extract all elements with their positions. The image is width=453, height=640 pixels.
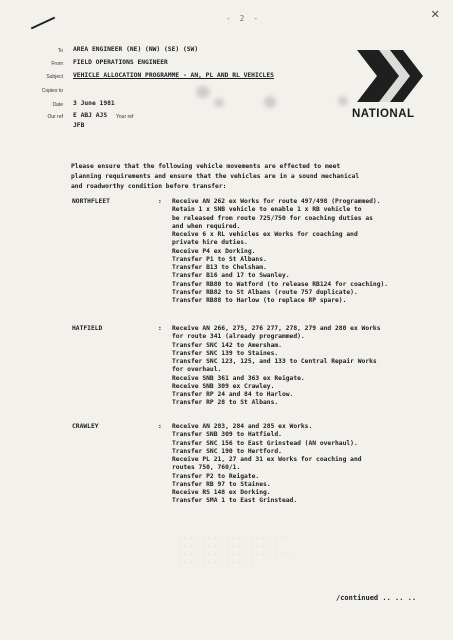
- colon: :: [158, 325, 162, 332]
- movement-line: Transfer SNC 142 to Amersham.: [172, 341, 282, 349]
- movement-line: Transfer SMA 1 to East Grinstead.: [172, 497, 298, 505]
- movement-line: routes 750, 760/1.: [172, 464, 241, 472]
- movement-line: for route 341 (already programmed).: [172, 333, 305, 341]
- movement-line: Transfer SNB 309 to Hatfield.: [172, 431, 282, 439]
- intro-line: planning requirements and ensure that the vehicles are in a sound mechanical: [71, 173, 360, 180]
- movement-line: Transfer SNC 190 to Hertford.: [172, 447, 282, 455]
- intro-line: Please ensure that the following vehicle movements are effected to meet: [71, 163, 341, 170]
- movement-line: Receive SNB 309 ex Crawley.: [172, 382, 275, 390]
- colon: :: [158, 198, 162, 205]
- section-crawley: [172, 423, 442, 506]
- movement-line: Receive PL 21, 27 and 31 ex Works for coaching and: [172, 456, 362, 463]
- movement-line: Receive 6 x RL vehicles ex Works for coaching and: [172, 231, 358, 238]
- pen-mark: [31, 17, 55, 30]
- our-ref-label: Our ref: [47, 114, 63, 120]
- section-northfleet: [172, 198, 442, 305]
- intro-paragraph: [71, 162, 426, 192]
- intro-line: and roadworthy condition before transfer:: [71, 183, 227, 190]
- movement-line: for overhaul.: [172, 366, 222, 374]
- chevron-arrows-logo-icon: [357, 46, 423, 106]
- ink-smudge: [196, 86, 210, 98]
- movement-line: Receive AN 283, 284 and 285 ex Works.: [172, 423, 313, 430]
- section-hatfield: [172, 325, 442, 408]
- show-through-text: · · · · · · · · · · · · ·: [178, 560, 254, 566]
- movement-line: Receive P4 ex Dorking.: [172, 247, 256, 255]
- continued-marker: /continued .. .. ..: [336, 594, 417, 602]
- movement-line: Retain 1 x SNB vehicle to enable 1 x RB vehicle to: [172, 206, 362, 214]
- ink-smudge: [338, 96, 348, 106]
- brand-wordmark: NATIONAL: [352, 108, 415, 120]
- movement-line: Receive AN 266, 275, 276 277, 278, 279 and 280 ex Works: [172, 325, 381, 332]
- show-through-text: · · · · · · · · · · · · · · · · · · · ·: [178, 552, 296, 558]
- our-ref-initials: JFB: [73, 122, 85, 129]
- colon: :: [158, 423, 162, 430]
- to-label: To: [57, 48, 63, 54]
- movement-line: Transfer RP 28 to St Albans.: [172, 399, 279, 407]
- movement-line: Transfer RB 97 to Staines.: [172, 480, 271, 488]
- movement-line: Transfer RP 24 and 84 to Harlow.: [172, 391, 294, 398]
- movement-line: Transfer P2 to Reigate.: [172, 472, 260, 480]
- movement-line: Transfer SNC 123, 125, and 133 to Central Repair Works: [172, 358, 377, 365]
- depot-crawley: CRAWLEY: [72, 423, 99, 430]
- from-label: From: [51, 61, 63, 67]
- subject-value: VEHICLE ALLOCATION PROGRAMME - AN, PL AND RL VEHICLES: [73, 72, 274, 79]
- show-through-text: · · · · · · · · · · · · · · · · ·: [178, 544, 278, 550]
- our-ref-value: E ABJ AJS: [73, 112, 108, 119]
- date-value: 3 June 1981: [73, 100, 115, 107]
- movement-line: Transfer RB88 to Harlow (to replace RP spare).: [172, 297, 347, 304]
- depot-northfleet: NORTHFLEET: [72, 198, 110, 205]
- date-label: Date: [52, 102, 63, 108]
- movement-line: Transfer P1 to St Albans.: [172, 255, 267, 263]
- copies-to-label: Copies to: [41, 88, 63, 94]
- ink-smudge: [214, 98, 224, 107]
- movement-line: Transfer RB82 to St Albans (route 757 duplicate).: [172, 288, 358, 296]
- from-value: FIELD OPERATIONS ENGINEER: [73, 59, 168, 66]
- movement-line: Transfer B16 and 17 to Swanley.: [172, 272, 290, 280]
- subject-label: Subject: [46, 74, 63, 80]
- depot-hatfield: HATFIELD: [72, 325, 103, 332]
- movement-line: Receive SNB 361 and 363 ex Reigate.: [172, 374, 305, 382]
- movement-line: be released from route 725/750 for coaching duties as: [172, 214, 373, 222]
- movement-line: and when required.: [172, 222, 241, 230]
- movement-line: Receive AN 262 ex Works for route 497/498 (Programmed).: [172, 198, 381, 205]
- page-number-mark: - 2 -: [226, 14, 261, 23]
- movement-line: Receive RS 148 ex Dorking.: [172, 489, 271, 496]
- show-through-text: · · · · · · · · · · · · · · · · · · ·: [178, 536, 290, 542]
- movement-line: Transfer SNC 156 to East Grinstead (AN overhaul).: [172, 439, 358, 447]
- to-value: AREA ENGINEER (NE) (NW) (SE) (SW): [73, 46, 199, 53]
- movement-line: Transfer RB80 to Watford (to release RB124 for coaching).: [172, 280, 389, 288]
- corner-mark-icon: ✕: [431, 6, 440, 22]
- movement-line: Transfer SNC 139 to Staines.: [172, 349, 279, 357]
- your-ref-label: Your ref: [116, 114, 134, 120]
- movement-line: private hire duties.: [172, 239, 248, 247]
- movement-line: Transfer B13 to Chelsham.: [172, 264, 267, 271]
- ink-smudge: [264, 96, 276, 108]
